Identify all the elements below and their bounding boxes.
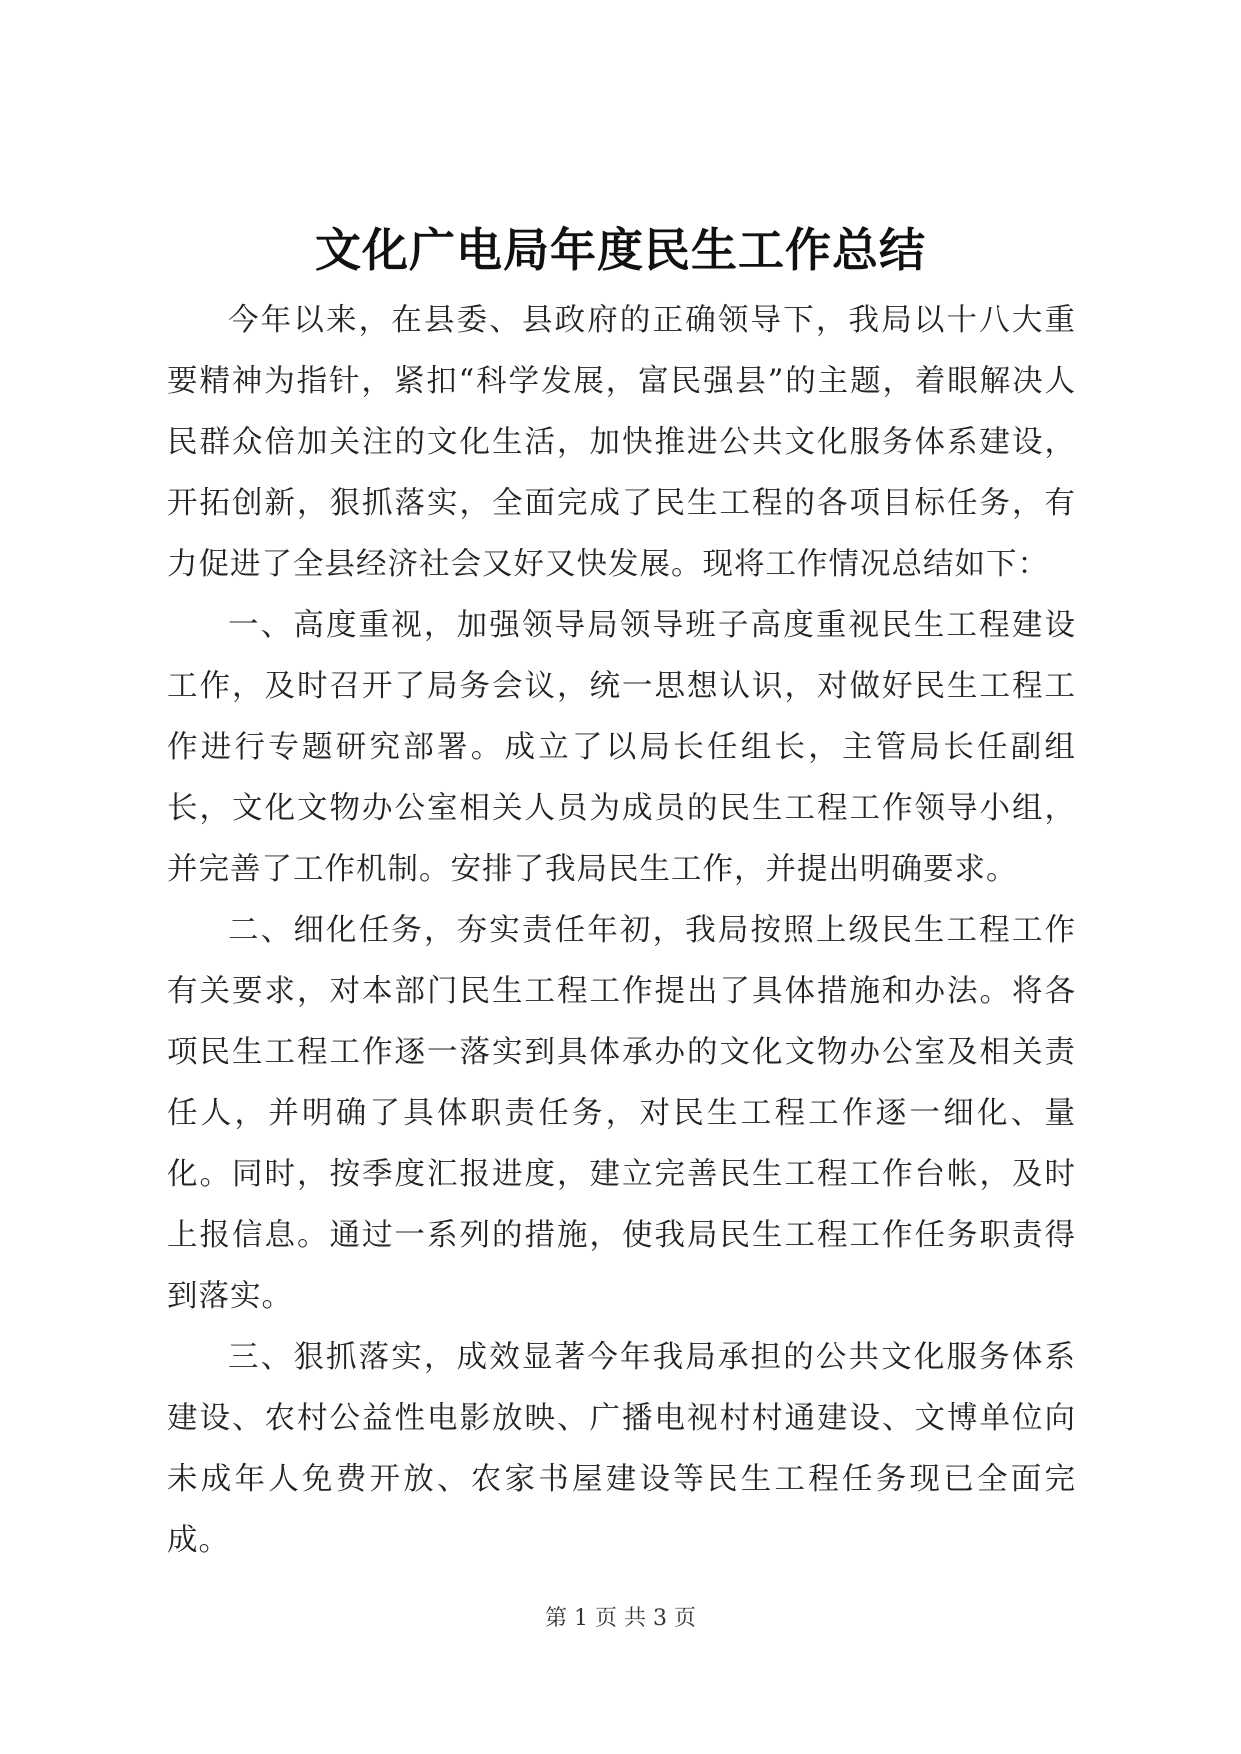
- page-footer: [0, 1604, 1241, 1634]
- document-title: 文化广电局年度民生工作总结: [315, 223, 926, 277]
- paragraph-section-3: 三、狠抓落实，成效显著今年我局承担的公共文化服务体系建设、农村公益性电影放映、广播电视村村通建设、文博单位向未成年人免费开放、农家书屋建设等民生工程任务现已全面完成。: [167, 1340, 1076, 1558]
- page-number: 第 1 页 共 3 页: [545, 1606, 696, 1631]
- document-body: [167, 290, 1076, 1571]
- paragraph-intro: 今年以来，在县委、县政府的正确领导下，我局以十八大重要精神为指针，紧扣“科学发展，富民强县”的主题，着眼解决人民群众倍加关注的文化生活，加快推进公共文化服务体系建设，开拓创新，狠抓落实，全面完成了民生工程的各项目标任务，有力促进了全县经济社会又好又快发展。现将工作情况总结如下：: [167, 303, 1076, 582]
- paragraph-section-2: 二、细化任务，夯实责任年初，我局按照上级民生工程工作有关要求，对本部门民生工程工作提出了具体措施和办法。将各项民生工程工作逐一落实到具体承办的文化文物办公室及相关责任人，并明确了具体职责任务，对民生工程工作逐一细化、量化。同时，按季度汇报进度，建立完善民生工程工作台帐，及时上报信息。通过一系列的措施，使我局民生工程工作任务职责得到落实。: [167, 913, 1076, 1314]
- paragraph-section-1: 一、高度重视，加强领导局领导班子高度重视民生工程建设工作，及时召开了局务会议，统一思想认识，对做好民生工程工作进行专题研究部署。成立了以局长任组长，主管局长任副组长，文化文物办公室相关人员为成员的民生工程工作领导小组，并完善了工作机制。安排了我局民生工作，并提出明确要求。: [167, 608, 1076, 887]
